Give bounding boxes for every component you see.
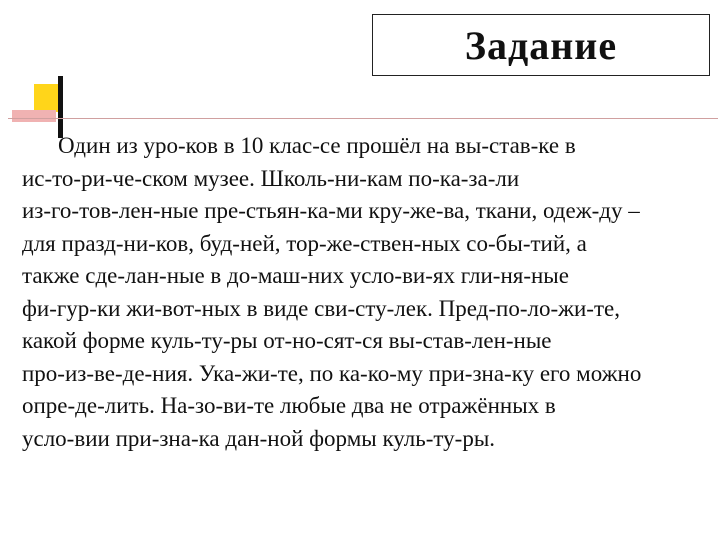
text-line: усло-вии при-зна-ка дан-ной формы куль-ту-ры.: [22, 425, 496, 451]
slide-title: Задание: [464, 22, 618, 68]
text-line: про-из-ве-де-ния. Ука-жи-те, по ка-ко-му при-зна-ку его можно: [22, 360, 642, 386]
text-line: опре-де-лить. На-зо-ви-те любые два не отражённых в: [22, 393, 556, 418]
decor-vertical-line: [58, 76, 63, 138]
text-line: какой форме куль-ту-ры от-но-сят-ся вы-став-лен-ные: [22, 328, 552, 353]
text-line: также сде-лан-ные в до-маш-них усло-ви-ях гли-ня-ные: [22, 263, 569, 288]
title-box: [372, 14, 710, 76]
text-line: ис-то-ри-че-ском музее. Школь-ни-кам по-ка-за-ли: [22, 165, 520, 191]
task-text: [22, 130, 720, 455]
text-line: из-го-тов-лен-ные пре-стьян-ка-ми кру-же-ва, ткани, одеж-ду –: [22, 198, 640, 223]
decor-horizontal-rule: [8, 118, 718, 119]
decor-pink-bar: [12, 110, 56, 122]
text-line: Один из уро-ков в 10 клас-се прошёл на вы-став-ке в: [58, 133, 576, 158]
text-line: для празд-ни-ков, буд-ней, тор-же-ствен-ных со-бы-тий, а: [22, 230, 587, 256]
text-line: фи-гур-ки жи-вот-ных в виде сви-сту-лек. Пред-по-ло-жи-те,: [22, 295, 620, 321]
